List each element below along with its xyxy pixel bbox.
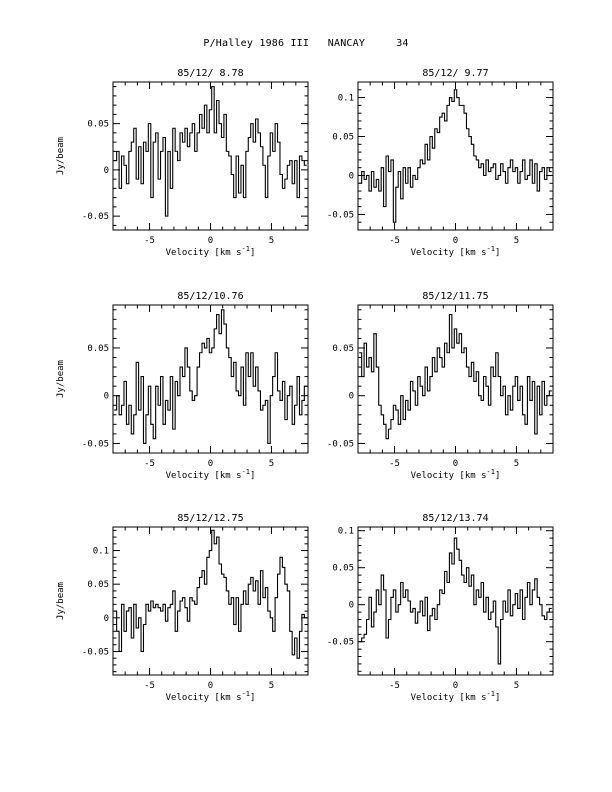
y-tick-label: -0.05: [81, 647, 109, 658]
x-tick-label: 0: [452, 459, 459, 469]
y-tick-label: 0: [348, 600, 354, 611]
spectrum-panel-4: [327, 291, 553, 481]
x-axis-label: Velocity [km $s^{-1}$]: [410, 245, 501, 258]
spectrum-line: [359, 315, 552, 439]
x-axis-label: Velocity [km $s^{-1}$]: [410, 468, 501, 481]
x-tick-label: 5: [268, 681, 275, 691]
y-tick-label: 0.05: [87, 580, 109, 591]
y-tick-label: 0.05: [87, 119, 109, 130]
y-tick-label: 0.05: [332, 132, 354, 143]
x-tick-label: -5: [144, 236, 155, 246]
y-axis-label: Jy/beam: [56, 360, 66, 398]
x-tick-label: 5: [268, 236, 275, 246]
y-tick-label: 0: [103, 613, 109, 624]
plot-frame: [358, 305, 553, 453]
y-tick-label: 0.1: [337, 526, 354, 537]
x-tick-label: -5: [389, 236, 400, 246]
x-tick-label: 0: [452, 236, 459, 246]
spectrum-panel-5: [56, 513, 308, 703]
y-tick-label: 0: [348, 391, 354, 402]
spectrum-line: [359, 538, 552, 664]
x-axis-label: Velocity [km $s^{-1}$]: [165, 245, 256, 258]
plot-frame: [113, 527, 308, 675]
spectrum-panel-6: [327, 513, 553, 703]
y-tick-label: -0.05: [326, 210, 354, 221]
plot-frame: [113, 305, 308, 453]
spectrum-line: [359, 90, 552, 222]
y-axis-label: Jy/beam: [56, 137, 66, 175]
x-tick-label: -5: [144, 459, 155, 469]
spectrum-line: [114, 530, 307, 658]
x-axis-label: Velocity [km $s^{-1}$]: [165, 468, 256, 481]
y-tick-label: -0.05: [326, 439, 354, 450]
x-tick-label: 5: [268, 459, 275, 469]
panel-title: 85/12/ 9.77: [422, 68, 489, 79]
y-tick-label: 0.1: [92, 546, 109, 557]
y-tick-label: 0.05: [332, 343, 354, 354]
x-axis-label: Velocity [km $s^{-1}$]: [410, 690, 501, 703]
y-tick-label: 0: [103, 165, 109, 176]
x-axis-label: Velocity [km $s^{-1}$]: [165, 690, 256, 703]
y-tick-label: 0.05: [87, 343, 109, 354]
panel-title: 85/12/10.76: [177, 291, 244, 302]
spectrum-panel-3: [56, 291, 308, 481]
y-tick-label: 0.05: [332, 563, 354, 574]
x-tick-label: -5: [389, 681, 400, 691]
y-axis-label: Jy/beam: [56, 582, 66, 620]
plot-frame: [113, 82, 308, 230]
page-title: P/Halley 1986 III NANCAY 34: [203, 38, 409, 49]
x-tick-label: 0: [207, 236, 214, 246]
x-tick-label: -5: [389, 459, 400, 469]
panel-title: 85/12/ 8.78: [177, 68, 244, 79]
plot-frame: [358, 527, 553, 675]
y-tick-label: 0: [348, 171, 354, 182]
spectrum-line: [114, 87, 307, 217]
y-tick-label: 0.1: [337, 93, 354, 104]
x-tick-label: 0: [452, 681, 459, 691]
panel-title: 85/12/13.74: [422, 513, 489, 524]
x-tick-label: 0: [207, 459, 214, 469]
x-tick-label: 0: [207, 681, 214, 691]
spectrum-panel-2: [327, 68, 553, 258]
spectrum-line: [114, 310, 307, 444]
y-tick-label: -0.05: [81, 212, 109, 223]
y-tick-label: -0.05: [326, 637, 354, 648]
panel-title: 85/12/11.75: [422, 291, 489, 302]
y-tick-label: -0.05: [81, 439, 109, 450]
x-tick-label: -5: [144, 681, 155, 691]
y-tick-label: 0: [103, 391, 109, 402]
x-tick-label: 5: [513, 681, 520, 691]
x-tick-label: 5: [513, 236, 520, 246]
spectrum-panel-1: [56, 68, 308, 258]
panel-title: 85/12/12.75: [177, 513, 244, 524]
x-tick-label: 5: [513, 459, 520, 469]
